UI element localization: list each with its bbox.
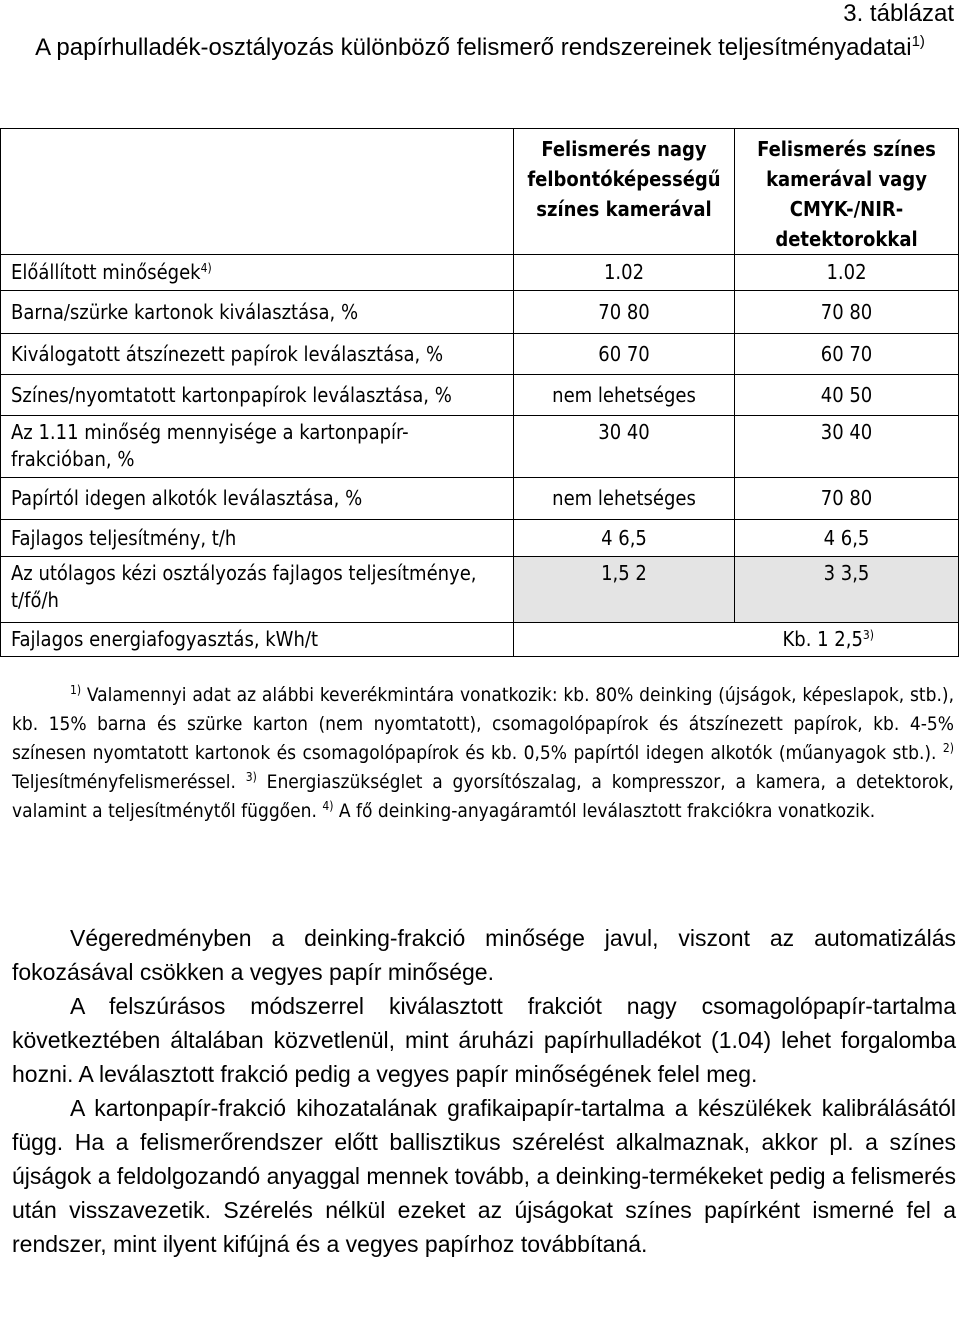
- cell-col1: nem lehetséges: [514, 375, 735, 416]
- table-title-text: A papírhulladék-osztályozás különböző felismerő rendszereinek teljesítményadatai: [35, 34, 912, 61]
- cell-col2: 30 40: [735, 416, 959, 478]
- table-row: [1, 375, 959, 416]
- cell-col2: 3 3,5: [735, 557, 959, 623]
- table-row: [1, 255, 959, 291]
- footnote-4: A fő deinking-anyagáramtól leválasztott frakciókra vonatkozik.: [338, 800, 876, 822]
- header-col-high-res-camera: Felismerés nagy felbontóképességű színes kamerával: [514, 129, 735, 255]
- row-label: Papírtól idegen alkotók leválasztása, %: [1, 478, 514, 520]
- row-label: Barna/szürke kartonok kiválasztása, %: [1, 291, 514, 334]
- table-row: [1, 334, 959, 375]
- table-row: [1, 520, 959, 557]
- footnote-1: Valamennyi adat az alábbi keverékmintára vonatkozik: kb. 80% deinking (újságok, képeslapok, stb.), kb. 15% barna és szürke karton (nem nyomtatott), csomagolópapírok és átszínezett papírok, kb. 4-5% színesen nyomtatott kartonok és csomagolópapírok és kb. 0,5% papírtól idegen alkotók (műanyagok stb.).: [12, 684, 954, 764]
- table-number-label: 3. táblázat: [843, 0, 954, 27]
- cell-col1: 4 6,5: [514, 520, 735, 557]
- table-row: [1, 557, 959, 623]
- cell-col2: 70 80: [735, 291, 959, 334]
- table-title-footnote-ref: 1): [911, 33, 925, 50]
- cell-col2: 60 70: [735, 334, 959, 375]
- row-label: Kiválogatott átszínezett papírok leválasztása, %: [1, 334, 514, 375]
- cell-merged: Kb. 1 2,5$^{3)}$: [514, 623, 959, 657]
- header-col-color-camera-or-nir: Felismerés színes kamerával vagy CMYK-/NIR- detektorokkal: [735, 129, 959, 255]
- footnote-mark-3: 3): [245, 770, 257, 784]
- paragraph: Végeredményben a deinking-frakció minősége javul, viszont az automatizálás fokozásával csökken a vegyes papír minősége.: [12, 925, 956, 985]
- row-label: Fajlagos teljesítmény, t/h: [1, 520, 514, 557]
- footnote-mark-2: 2): [942, 741, 954, 755]
- performance-table: [0, 128, 959, 657]
- cell-col2: 40 50: [735, 375, 959, 416]
- body-text: [12, 921, 956, 1261]
- paragraph: A kartonpapír-frakció kihozatalának grafikaipapír-tartalma a készülékek kalibrálásától függ. Ha a felismerőrendszer előtt ballisztikus szérelést alkalmaznak, akkor pl. a színes újságok a feldolgozandó anyaggal mennek tovább, a deinking-termékeket pedig a felismerés után visszavezetik. Szérelés nélkül ezeket az újságokat színes papírként ismerné fel a rendszer, mint ilyent kifújná és a vegyes papírhoz továbbítaná.: [12, 1095, 956, 1257]
- row-label: Az 1.11 minőség mennyisége a kartonpapír-frakcióban, %: [1, 416, 514, 478]
- footnote-3: Energiaszükséglet a gyorsítószalag, a kompresszor, a kamera, a detektorok, valamint a teljesítménytől függően.: [12, 771, 954, 822]
- footnote-mark-4: 4): [322, 799, 334, 813]
- header-empty-cell: [1, 129, 514, 255]
- table-row: [1, 478, 959, 520]
- paragraph: A felszúrásos módszerrel kiválasztott frakciót nagy csomagolópapír-tartalma következtében általában közvetlenül, mint áruházi papírhulladékot (1.04) lehet forgalomba hozni. A leválasztott frakció pedig a vegyes papír minőségének felel meg.: [12, 993, 956, 1087]
- row-label: Színes/nyomtatott kartonpapírok leválasztása, %: [1, 375, 514, 416]
- table-row: [1, 623, 959, 657]
- footnote-mark-1: 1): [70, 683, 82, 697]
- cell-col1: 60 70: [514, 334, 735, 375]
- header-row: [1, 129, 959, 255]
- cell-col2: 4 6,5: [735, 520, 959, 557]
- cell-col2: 70 80: [735, 478, 959, 520]
- table-footnotes: [12, 681, 954, 826]
- row-label: Fajlagos energiafogyasztás, kWh/t: [1, 623, 514, 657]
- footnote-2: Teljesítményfelismeréssel.: [12, 771, 236, 793]
- table-row: [1, 291, 959, 334]
- table-title: [0, 32, 960, 64]
- cell-col1: 1.02: [514, 255, 735, 291]
- row-label: Előállított minőségek$^{4)}$: [1, 255, 514, 291]
- cell-col1: 30 40: [514, 416, 735, 478]
- cell-col1: nem lehetséges: [514, 478, 735, 520]
- cell-col1: 70 80: [514, 291, 735, 334]
- cell-col2: 1.02: [735, 255, 959, 291]
- row-label: Az utólagos kézi osztályozás fajlagos teljesítménye, t/fő/h: [1, 557, 514, 623]
- cell-col1: 1,5 2: [514, 557, 735, 623]
- table-row: [1, 416, 959, 478]
